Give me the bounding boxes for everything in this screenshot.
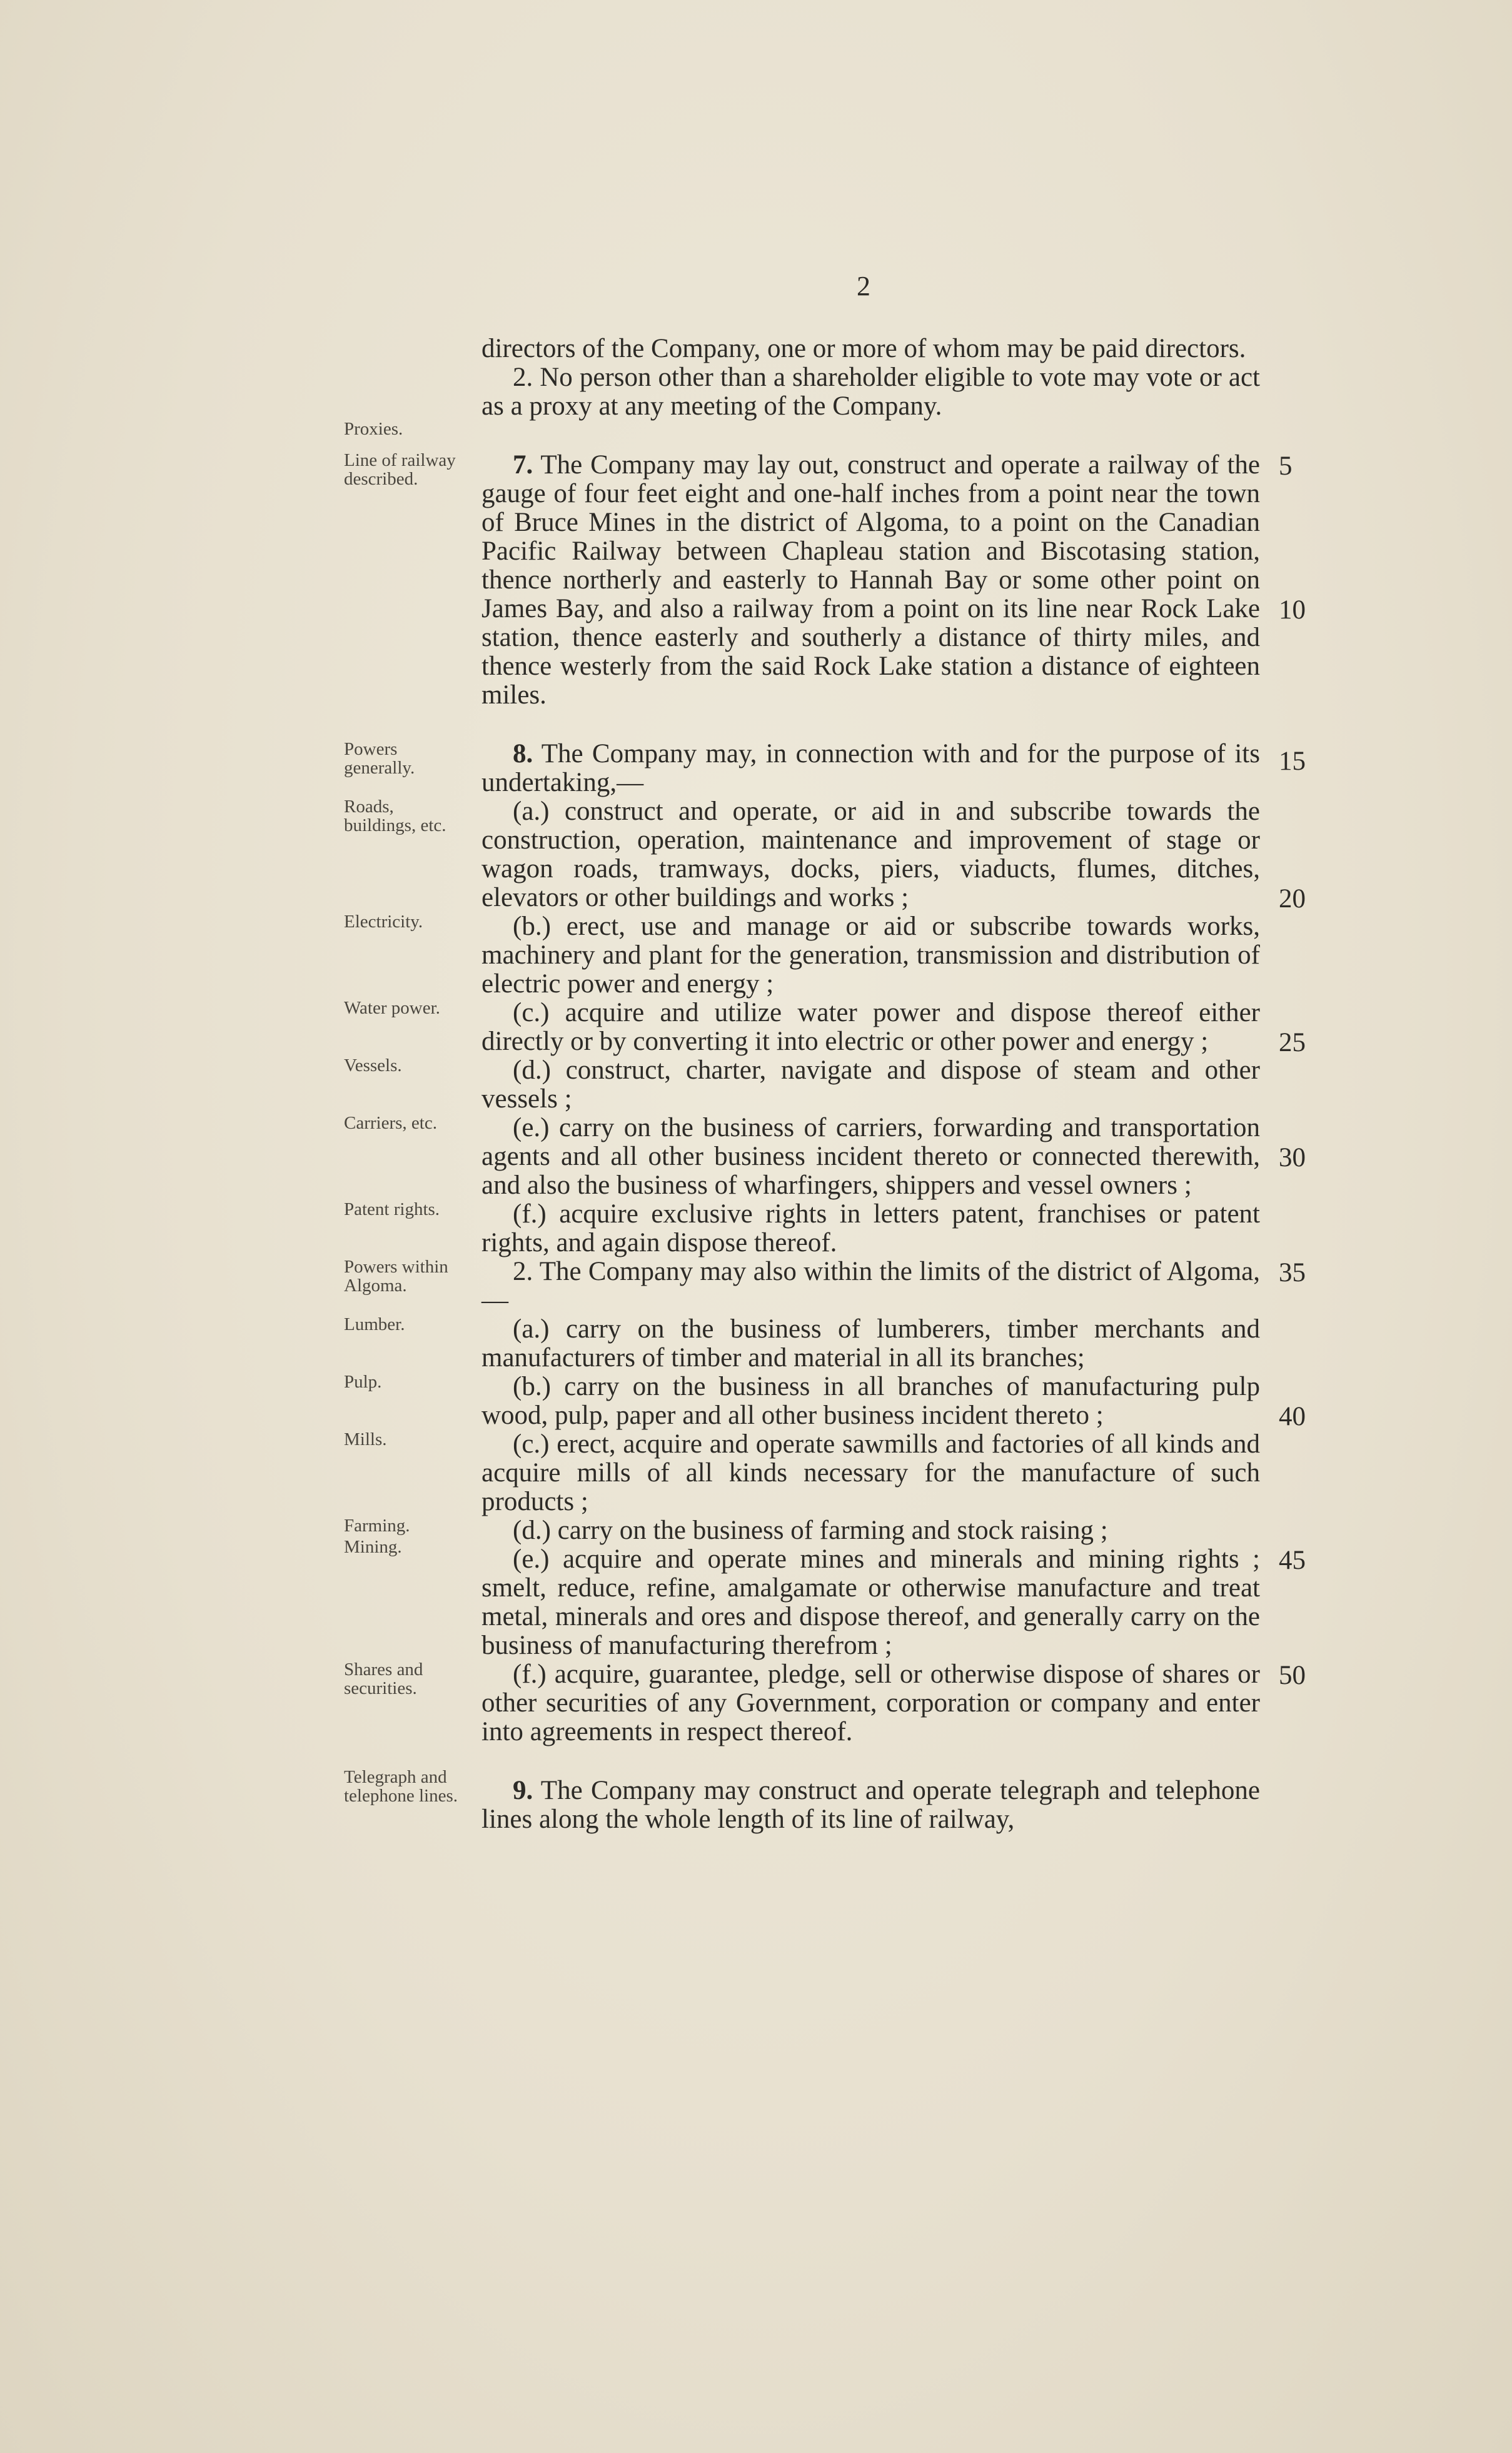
paragraph-text: (a.) construct and operate, or aid in and subscribe towards the construction, operation, maintenance and improvement of stage or wagon roads, tramways, docks, piers, viaducts, flumes, ditches, elevators or other buildings and works ; <box>481 797 1260 912</box>
line-number: 20 <box>1279 884 1306 914</box>
page-number: 2 <box>857 271 870 301</box>
clause-mills <box>0 1430 1512 1516</box>
line-number: 5 <box>1279 451 1293 481</box>
clause-roads <box>0 797 1512 912</box>
paragraph-text: (b.) carry on the business in all branches of manufacturing pulp wood, pulp, paper and all other business incident thereto ; <box>481 1372 1260 1430</box>
margin-note: Telegraph and telephone lines. <box>344 1767 458 1806</box>
paragraph-text: (f.) acquire, guarantee, pledge, sell or otherwise dispose of shares or other securities of any Government, corporation or company and enter into agreements in respect thereof. <box>481 1660 1260 1746</box>
line-number: 15 <box>1279 747 1306 776</box>
paragraph-text: The Company may construct and operate telegraph and telephone lines along the whole length of its line of railway, <box>481 1776 1260 1834</box>
clause-pulp <box>0 1373 1512 1430</box>
paragraph-text: (a.) carry on the business of lumberers, timber merchants and manufacturers of timber and material in all its branches; <box>481 1314 1260 1373</box>
margin-note: Powers generally. <box>344 739 415 778</box>
subsection-proxies <box>0 363 1512 439</box>
paragraph-text: The Company may lay out, construct and operate a railway of the gauge of four feet eight and one-half inches from a point near the town of Bruce Mines in the district of Algoma, to a point on the Canadian Pacific Railway between Chapleau station and Biscotasing station, thence northerly and easterly to Hannah Bay or some other point on James Bay, and also a railway from a point on its line near Rock Lake station, thence easterly and southerly a distance of thirty miles, and thence westerly from the said Rock Lake station a distance of eighteen miles. <box>481 450 1260 710</box>
section-number: 9. <box>513 1776 533 1805</box>
line-number: 45 <box>1279 1546 1306 1575</box>
paragraph-text: (f.) acquire exclusive rights in letters patent, franchises or patent rights, and again dispose thereof. <box>481 1199 1260 1257</box>
margin-note: Mills. <box>344 1429 387 1449</box>
section-7 <box>0 451 1512 710</box>
line-number: 10 <box>1279 595 1306 625</box>
section-8 <box>0 740 1512 797</box>
section-9 <box>0 1767 1512 1834</box>
paragraph-text: 2. No person other than a shareholder eligible to vote may vote or act as a proxy at any meeting of the Company. <box>481 363 1260 421</box>
margin-note: Farming. <box>344 1516 410 1536</box>
margin-note: Mining. <box>344 1537 402 1557</box>
clause-vessels <box>0 1056 1512 1114</box>
clause-shares-securities <box>0 1660 1512 1746</box>
line-number: 40 <box>1279 1402 1306 1431</box>
subsection-powers-within-algoma <box>0 1257 1512 1315</box>
paragraph-text: (d.) construct, charter, navigate and dispose of steam and other vessels ; <box>481 1055 1260 1114</box>
margin-note: Roads, buildings, etc. <box>344 797 446 835</box>
margin-note: Proxies. <box>344 419 403 439</box>
paragraph-text: (c.) erect, acquire and operate sawmills and factories of all kinds and acquire mills of all kinds necessary for the manufacture of such products ; <box>481 1429 1260 1516</box>
margin-note: Lumber. <box>344 1314 405 1334</box>
line-number: 25 <box>1279 1028 1306 1057</box>
margin-note: Patent rights. <box>344 1199 440 1219</box>
margin-note: Shares and securities. <box>344 1660 423 1698</box>
clause-mining <box>0 1537 1512 1660</box>
paragraph-text: (b.) erect, use and manage or aid or subscribe towards works, machinery and plant for the generation, transmission and distribution of electric power and energy ; <box>481 912 1260 999</box>
margin-note: Carriers, etc. <box>344 1113 437 1133</box>
paragraph-text: directors of the Company, one or more of whom may be paid directors. <box>481 334 1246 363</box>
clause-water-power <box>0 999 1512 1056</box>
line-number: 35 <box>1279 1258 1306 1287</box>
clause-carriers <box>0 1114 1512 1200</box>
paragraph-text: (d.) carry on the business of farming and stock raising ; <box>513 1516 1108 1545</box>
margin-note: Water power. <box>344 998 440 1018</box>
paragraph-text: (e.) acquire and operate mines and minerals and mining rights ; smelt, reduce, refine, amalgamate or otherwise manufacture and treat metal, minerals and ores and dispose thereof, and generally carry on the business of manufacturing therefrom ; <box>481 1544 1260 1660</box>
paragraph-text: 2. The Company may also within the limits of the district of Algoma,— <box>481 1257 1260 1315</box>
document-body <box>0 335 1512 1834</box>
margin-note: Pulp. <box>344 1372 382 1392</box>
clause-patent-rights <box>0 1200 1512 1257</box>
paragraph-text: (c.) acquire and utilize water power and dispose thereof either directly or by converting it into electric or other power and energy ; <box>481 998 1260 1056</box>
line-number: 50 <box>1279 1661 1306 1690</box>
section-number: 7. <box>513 450 533 480</box>
paragraph-text: (e.) carry on the business of carriers, forwarding and transportation agents and all other business incident thereto or connected therewith, and also the business of wharfingers, shippers and vessel owners ; <box>481 1113 1260 1200</box>
margin-note: Line of railway described. <box>344 450 456 489</box>
paragraph-text: The Company may, in connection with and for the purpose of its undertaking,— <box>481 739 1260 797</box>
continuation-paragraph <box>0 335 1512 363</box>
clause-electricity <box>0 912 1512 999</box>
section-number: 8. <box>513 739 533 768</box>
clause-farming <box>0 1516 1512 1545</box>
margin-note: Electricity. <box>344 912 423 932</box>
margin-note: Powers within Algoma. <box>344 1257 448 1296</box>
margin-note: Vessels. <box>344 1055 402 1075</box>
clause-lumber <box>0 1315 1512 1373</box>
line-number: 30 <box>1279 1143 1306 1172</box>
